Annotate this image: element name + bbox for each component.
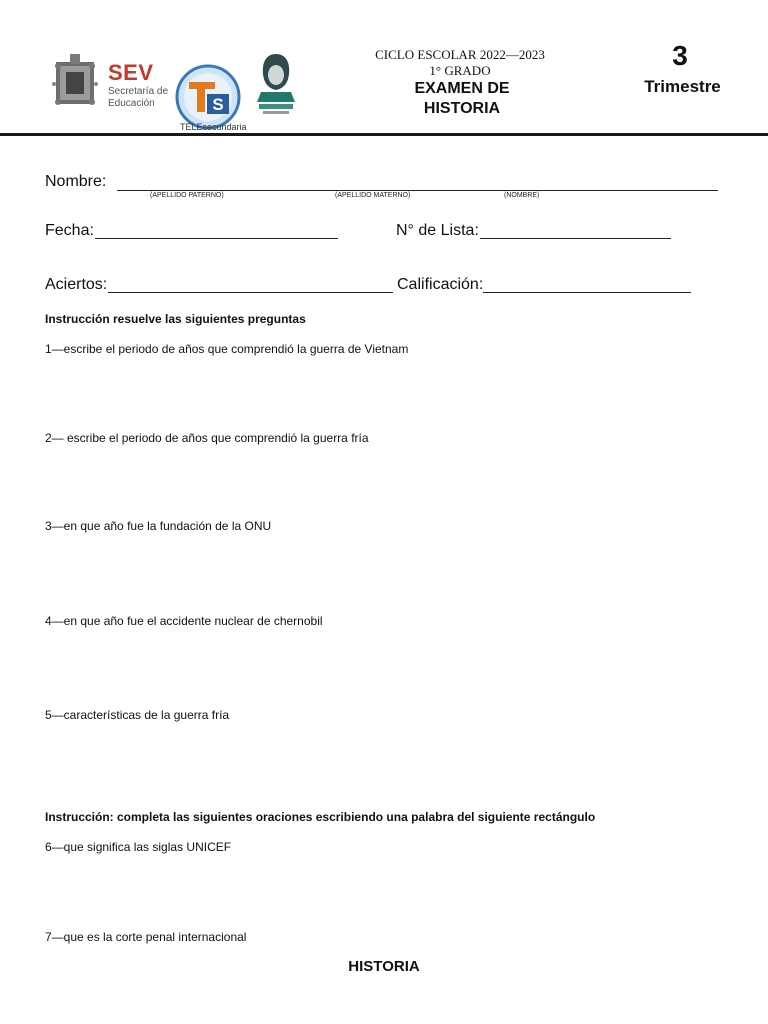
nombre-caption: (NOMBRE) bbox=[504, 192, 540, 199]
date-answer-line[interactable] bbox=[95, 238, 338, 239]
apellido-paterno-caption: (APELLIDO PATERNO) bbox=[150, 192, 224, 199]
name-label: Nombre: bbox=[45, 173, 107, 190]
question-7: 7—que es la corte penal internacional bbox=[45, 930, 247, 944]
date-label: Fecha: bbox=[45, 222, 94, 239]
grade-label: 1° GRADO bbox=[429, 63, 491, 78]
header-divider bbox=[0, 133, 768, 136]
question-4: 4—en que año fue el accidente nuclear de chernobil bbox=[45, 614, 323, 628]
list-number-label: N° de Lista: bbox=[396, 222, 479, 239]
correct-answers-line[interactable] bbox=[108, 292, 393, 293]
juarez-emblem-logo bbox=[253, 50, 299, 120]
apellido-materno-caption: (APELLIDO MATERNO) bbox=[335, 192, 411, 199]
name-answer-line[interactable] bbox=[117, 190, 718, 191]
question-3: 3—en que año fue la fundación de la ONU bbox=[45, 519, 272, 533]
sev-logo-text: SEV bbox=[108, 60, 154, 85]
trimester-number: 3 bbox=[672, 40, 688, 71]
instruction-heading-2: Instrucción: completa las siguientes oraciones escribiendo una palabra del siguiente rectángulo bbox=[45, 810, 596, 824]
question-6: 6—que significa las siglas UNICEF bbox=[45, 840, 232, 854]
instruction-heading: Instrucción resuelve las siguientes preguntas bbox=[45, 312, 306, 326]
sev-subtitle: Secretaría de Educación bbox=[108, 86, 169, 109]
telesecundaria-caption: TELEsecundaria bbox=[180, 122, 247, 132]
page-header bbox=[0, 0, 768, 138]
correct-answers-label: Aciertos: bbox=[45, 276, 108, 293]
question-2: 2— escribe el periodo de años que comprendió la guerra fría bbox=[45, 431, 369, 445]
trimester-label: Trimestre bbox=[644, 77, 721, 96]
school-cycle: CICLO ESCOLAR 2022—2023 bbox=[375, 47, 545, 62]
exam-title: EXAMEN DE HISTORIA bbox=[414, 80, 510, 117]
grade-score-label: Calificación: bbox=[397, 276, 484, 293]
veracruz-seal-logo bbox=[50, 52, 100, 110]
svg-text:S: S bbox=[212, 95, 224, 114]
question-1: 1—escribe el periodo de años que comprendió la guerra de Vietnam bbox=[45, 342, 409, 356]
page-footer-title: HISTORIA bbox=[348, 958, 420, 975]
grade-score-line[interactable] bbox=[483, 292, 691, 293]
list-number-answer-line[interactable] bbox=[480, 238, 671, 239]
telesecundaria-logo bbox=[175, 64, 241, 130]
question-5: 5—características de la guerra fría bbox=[45, 708, 230, 722]
